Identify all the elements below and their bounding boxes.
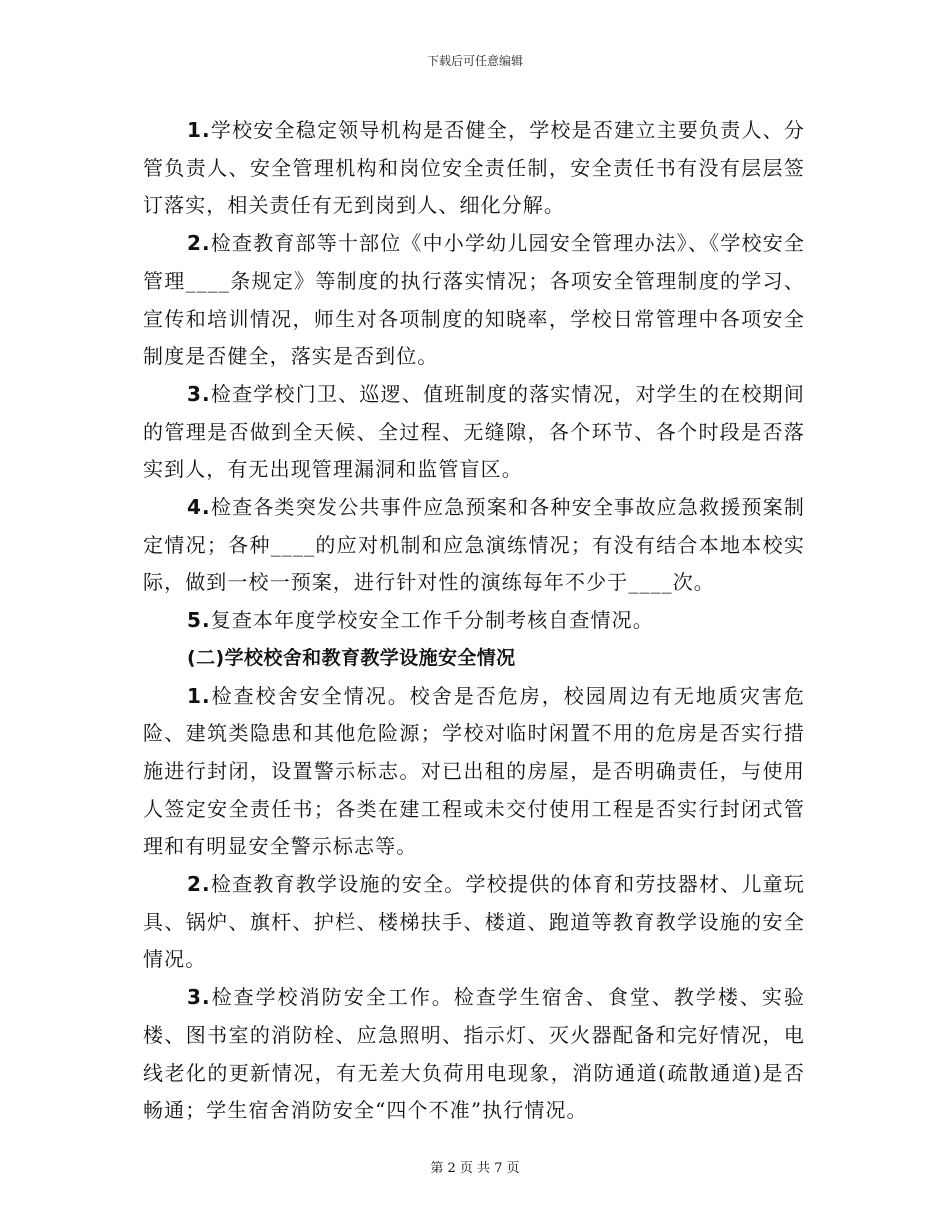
item-number: 2. (187, 872, 211, 897)
paragraph (143, 602, 805, 640)
item-number: 2. (187, 231, 211, 256)
paragraph (143, 376, 805, 489)
item-number: 1. (187, 683, 211, 708)
paragraph (143, 866, 805, 979)
item-number: 3. (187, 985, 211, 1010)
page-header: 下载后可任意编辑 (426, 54, 523, 68)
paragraph (143, 112, 805, 225)
paragraph (143, 678, 805, 867)
paragraph-text: 检查校舍安全情况。校舍是否危房，校园周边有无地质灾害危险、建筑类隐患和其他危险源；学校对临时闲置不用的危房是否实行措施进行封闭，设置警示标志。对已出租的房屋，是否明确责任，与使用人签定安全责任书；各类在建工程或未交付使用工程是否实行封闭式管理和有明显安全警示标志等。 (143, 683, 805, 859)
item-number: 3. (187, 381, 211, 406)
paragraph-text: 检查教育教学设施的安全。学校提供的体育和劳技器材、儿童玩具、锅炉、旗杆、护栏、楼梯扶手、楼道、跑道等教育教学设施的安全情况。 (143, 872, 805, 972)
item-number: 4. (187, 495, 211, 520)
paragraph (143, 979, 805, 1130)
paragraph-text: 检查各类突发公共事件应急预案和各种安全事故应急救援预案制定情况；各种____的应对机制和应急演练情况；有没有结合本地本校实际，做到一校一预案，进行针对性的演练每年不少于____次。 (143, 495, 805, 595)
item-number: 1. (187, 118, 211, 142)
paragraph-text: 检查学校门卫、巡逻、值班制度的落实情况，对学生的在校期间的管理是否做到全天候、全过程、无缝隙，各个环节、各个时段是否落实到人，有无出现管理漏洞和监管盲区。 (143, 381, 805, 482)
document-body (143, 112, 805, 1130)
paragraph (143, 225, 805, 376)
paragraph-text: 学校安全稳定领导机构是否健全，学校是否建立主要负责人、分管负责人、安全管理机构和岗位安全责任制，安全责任书有没有层层签订落实，相关责任有无到岗到人、细化分解。 (143, 118, 805, 218)
paragraph-text: 复查本年度学校安全工作千分制考核自查情况。 (210, 608, 654, 633)
paragraph-text: 检查教育部等十部位《中小学幼儿园安全管理办法》、《学校安全管理____条规定》等制度的执行落实情况；各项安全管理制度的学习、宣传和培训情况，师生对各项制度的知晓率，学校日常管理中各项安全制度是否健全，落实是否到位。 (143, 231, 805, 369)
paragraph-text: 检查学校消防安全工作。检查学生宿舍、食堂、教学楼、实验楼、图书室的消防栓、应急照明、指示灯、灭火器配备和完好情况，电线老化的更新情况，有无差大负荷用电现象，消防通道(疏散通道)是否畅通；学生宿舍消防安全“四个不准”执行情况。 (143, 985, 805, 1123)
item-number: 5. (187, 608, 211, 633)
paragraph (143, 489, 805, 602)
section-heading: (二)学校校舍和教育教学设施安全情况 (187, 646, 516, 669)
page-footer: 第 2 页 共 7 页 (430, 1161, 520, 1176)
